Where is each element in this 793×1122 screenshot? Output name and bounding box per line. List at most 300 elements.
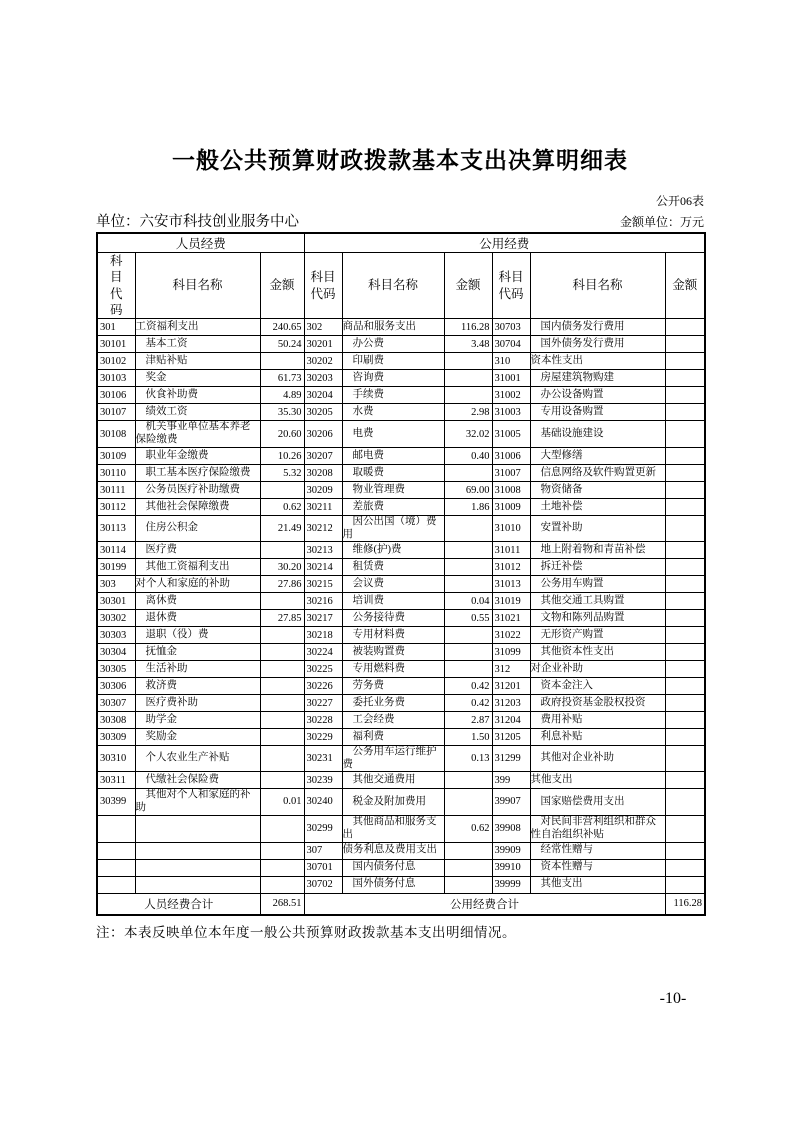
subject-name-cell: 退职（役）费: [135, 627, 260, 644]
subject-code-cell: 30204: [304, 387, 342, 404]
subject-code-cell: 31002: [492, 387, 530, 404]
subject-code-cell: 30202: [304, 353, 342, 370]
amount-cell: [665, 482, 705, 499]
subject-name-cell: 经常性赠与: [530, 842, 665, 859]
subject-name-cell: 其他对企业补助: [530, 746, 665, 772]
unit-name-label: 单位：六安市科技创业服务中心: [96, 214, 299, 230]
subject-name-cell: 国家赔偿费用支出: [530, 789, 665, 815]
subject-code-cell: 30224: [304, 644, 342, 661]
subject-code-cell: [97, 876, 135, 893]
amount-cell: [444, 644, 492, 661]
subject-name-cell: 办公费: [342, 336, 444, 353]
amount-cell: [665, 465, 705, 482]
subject-name-cell: 地上附着物和青苗补偿: [530, 542, 665, 559]
subject-code-cell: 302: [304, 319, 342, 336]
subject-code-cell: 310: [492, 353, 530, 370]
subject-code-cell: 39999: [492, 876, 530, 893]
subject-code-cell: 30304: [97, 644, 135, 661]
amount-cell: [260, 772, 304, 789]
amount-cell: [665, 370, 705, 387]
amount-cell: [444, 387, 492, 404]
amount-cell: [260, 593, 304, 610]
table-row: [97, 499, 705, 516]
amount-cell: [260, 842, 304, 859]
col-header-amount: 金额: [444, 253, 492, 319]
amount-cell: [665, 542, 705, 559]
subject-name-cell: 退休费: [135, 610, 260, 627]
amount-cell: 0.55: [444, 610, 492, 627]
subject-code-cell: 31299: [492, 746, 530, 772]
amount-cell: [444, 559, 492, 576]
amount-cell: 27.85: [260, 610, 304, 627]
subject-code-cell: 30215: [304, 576, 342, 593]
subject-code-cell: 30302: [97, 610, 135, 627]
subject-name-cell: 离休费: [135, 593, 260, 610]
subject-code-cell: 31022: [492, 627, 530, 644]
subject-code-cell: 31011: [492, 542, 530, 559]
table-row: [97, 593, 705, 610]
col-header-subject-code: 科目代码: [97, 253, 135, 319]
subject-name-cell: 其他支出: [530, 772, 665, 789]
table-row: [97, 559, 705, 576]
amount-cell: [444, 576, 492, 593]
subject-name-cell: 土地补偿: [530, 499, 665, 516]
subject-code-cell: 30703: [492, 319, 530, 336]
subject-name-cell: 电费: [342, 421, 444, 448]
subject-name-cell: 抚恤金: [135, 644, 260, 661]
subject-code-cell: 30310: [97, 746, 135, 772]
amount-cell: [260, 482, 304, 499]
amount-cell: 0.62: [444, 815, 492, 842]
amount-cell: [444, 876, 492, 893]
table-row: [97, 859, 705, 876]
subject-name-cell: 其他支出: [530, 876, 665, 893]
table-row: [97, 815, 705, 842]
subject-code-cell: 312: [492, 661, 530, 678]
subject-code-cell: 39907: [492, 789, 530, 815]
col-header-subject-name: 科目名称: [342, 253, 444, 319]
subject-code-cell: 30103: [97, 370, 135, 387]
subject-name-cell: 公务用车运行维护费: [342, 746, 444, 772]
amount-cell: [665, 336, 705, 353]
amount-cell: 0.62: [260, 499, 304, 516]
subject-code-cell: 30111: [97, 482, 135, 499]
subject-code-cell: 30112: [97, 499, 135, 516]
table-row: [97, 336, 705, 353]
subject-code-cell: 30106: [97, 387, 135, 404]
subject-name-cell: 咨询费: [342, 370, 444, 387]
table-row: [97, 370, 705, 387]
amount-cell: [665, 746, 705, 772]
subject-name-cell: 劳务费: [342, 678, 444, 695]
subject-code-cell: 30213: [304, 542, 342, 559]
subject-name-cell: 专用材料费: [342, 627, 444, 644]
subject-name-cell: [135, 859, 260, 876]
table-row: [97, 729, 705, 746]
amount-cell: [665, 695, 705, 712]
subject-code-cell: 30225: [304, 661, 342, 678]
amount-cell: [665, 789, 705, 815]
amount-cell: [260, 876, 304, 893]
subject-name-cell: 其他对个人和家庭的补助: [135, 789, 260, 815]
subject-name-cell: 绩效工资: [135, 404, 260, 421]
subject-name-cell: 委托业务费: [342, 695, 444, 712]
subject-name-cell: 住房公积金: [135, 516, 260, 542]
amount-cell: 50.24: [260, 336, 304, 353]
amount-cell: [665, 772, 705, 789]
amount-cell: 32.02: [444, 421, 492, 448]
subject-name-cell: 其他交通工具购置: [530, 593, 665, 610]
subject-name-cell: 商品和服务支出: [342, 319, 444, 336]
amount-cell: 1.86: [444, 499, 492, 516]
table-row: [97, 746, 705, 772]
amount-cell: [260, 729, 304, 746]
subject-name-cell: 因公出国（境）费用: [342, 516, 444, 542]
subject-code-cell: 31204: [492, 712, 530, 729]
subject-code-cell: 31099: [492, 644, 530, 661]
subject-name-cell: 取暖费: [342, 465, 444, 482]
subject-code-cell: 31205: [492, 729, 530, 746]
subject-name-cell: [135, 876, 260, 893]
subject-code-cell: 31008: [492, 482, 530, 499]
subject-name-cell: 伙食补助费: [135, 387, 260, 404]
subject-name-cell: 国外债务发行费用: [530, 336, 665, 353]
table-row: [97, 842, 705, 859]
subject-code-cell: 30110: [97, 465, 135, 482]
subject-name-cell: 物资储备: [530, 482, 665, 499]
col-header-subject-name: 科目名称: [135, 253, 260, 319]
subject-code-cell: 30102: [97, 353, 135, 370]
amount-cell: 0.42: [444, 678, 492, 695]
subject-name-cell: 奖励金: [135, 729, 260, 746]
subject-name-cell: 办公设备购置: [530, 387, 665, 404]
amount-cell: 4.89: [260, 387, 304, 404]
table-row: [97, 627, 705, 644]
form-number-label: 公开06表: [655, 194, 704, 208]
subject-code-cell: 30701: [304, 859, 342, 876]
subject-code-cell: 31010: [492, 516, 530, 542]
subject-name-cell: 医疗费: [135, 542, 260, 559]
subject-code-cell: 30704: [492, 336, 530, 353]
amount-cell: [444, 370, 492, 387]
subject-name-cell: 手续费: [342, 387, 444, 404]
subject-code-cell: 30306: [97, 678, 135, 695]
subject-code-cell: 30227: [304, 695, 342, 712]
subject-name-cell: 福利费: [342, 729, 444, 746]
subject-name-cell: 其他交通费用: [342, 772, 444, 789]
subject-name-cell: 培训费: [342, 593, 444, 610]
table-row: [97, 576, 705, 593]
subject-code-cell: 30299: [304, 815, 342, 842]
amount-cell: [260, 678, 304, 695]
subject-name-cell: 对民间非营利组织和群众性自治组织补贴: [530, 815, 665, 842]
amount-cell: 0.40: [444, 448, 492, 465]
amount-cell: [444, 465, 492, 482]
subject-code-cell: 30239: [304, 772, 342, 789]
table-row: [97, 404, 705, 421]
amount-cell: [665, 610, 705, 627]
public-total-amount: 116.28: [665, 893, 705, 915]
col-header-subject-name: 科目名称: [530, 253, 665, 319]
table-note: 注：本表反映单位本年度一般公共预算财政拨款基本支出明细情况。: [96, 925, 516, 941]
subject-name-cell: 信息网络及软件购置更新: [530, 465, 665, 482]
subject-code-cell: 30109: [97, 448, 135, 465]
subject-name-cell: 公务员医疗补助缴费: [135, 482, 260, 499]
subject-name-cell: 资本金注入: [530, 678, 665, 695]
col-header-amount: 金额: [665, 253, 705, 319]
subject-code-cell: 30107: [97, 404, 135, 421]
table-row: [97, 319, 705, 336]
amount-cell: [260, 644, 304, 661]
subject-code-cell: 31007: [492, 465, 530, 482]
subject-name-cell: 大型修缮: [530, 448, 665, 465]
group-header-row: [97, 233, 705, 253]
subject-code-cell: 30214: [304, 559, 342, 576]
subject-name-cell: 债务利息及费用支出: [342, 842, 444, 859]
subject-code-cell: 30307: [97, 695, 135, 712]
subject-name-cell: 助学金: [135, 712, 260, 729]
subject-code-cell: 30114: [97, 542, 135, 559]
subject-code-cell: 39908: [492, 815, 530, 842]
amount-cell: [260, 627, 304, 644]
subject-name-cell: 国内债务付息: [342, 859, 444, 876]
table-row: [97, 353, 705, 370]
subject-code-cell: 39909: [492, 842, 530, 859]
subject-code-cell: 31019: [492, 593, 530, 610]
subject-code-cell: 30205: [304, 404, 342, 421]
amount-cell: [444, 627, 492, 644]
col-header-subject-code: 科目代码: [304, 253, 342, 319]
subject-name-cell: 文物和陈列品购置: [530, 610, 665, 627]
table-row: [97, 695, 705, 712]
subject-code-cell: 30199: [97, 559, 135, 576]
subject-name-cell: 对个人和家庭的补助: [135, 576, 260, 593]
subject-code-cell: 30209: [304, 482, 342, 499]
amount-cell: 20.60: [260, 421, 304, 448]
subject-name-cell: 税金及附加费用: [342, 789, 444, 815]
unit-info-row: [96, 210, 704, 231]
subject-name-cell: 拆迁补偿: [530, 559, 665, 576]
subject-name-cell: 租赁费: [342, 559, 444, 576]
table-row: [97, 516, 705, 542]
subject-code-cell: 30226: [304, 678, 342, 695]
subject-name-cell: 水费: [342, 404, 444, 421]
amount-cell: [444, 789, 492, 815]
amount-cell: 35.30: [260, 404, 304, 421]
subject-code-cell: 31006: [492, 448, 530, 465]
amount-cell: [260, 746, 304, 772]
subject-code-cell: [97, 815, 135, 842]
amount-cell: 2.98: [444, 404, 492, 421]
table-row: [97, 387, 705, 404]
subject-name-cell: 机关事业单位基本养老保险缴费: [135, 421, 260, 448]
amount-cell: [665, 712, 705, 729]
amount-cell: [444, 542, 492, 559]
amount-cell: 0.42: [444, 695, 492, 712]
amount-cell: [665, 859, 705, 876]
subject-name-cell: 基本工资: [135, 336, 260, 353]
amount-cell: 27.86: [260, 576, 304, 593]
table-row: [97, 448, 705, 465]
subject-name-cell: 医疗费补助: [135, 695, 260, 712]
subject-code-cell: [97, 842, 135, 859]
subject-code-cell: 30301: [97, 593, 135, 610]
subject-code-cell: 31013: [492, 576, 530, 593]
subject-name-cell: 邮电费: [342, 448, 444, 465]
subject-name-cell: 安置补助: [530, 516, 665, 542]
subject-name-cell: 其他资本性支出: [530, 644, 665, 661]
subject-code-cell: 30218: [304, 627, 342, 644]
subject-name-cell: [135, 842, 260, 859]
subject-name-cell: 无形资产购置: [530, 627, 665, 644]
group-header-public: 公用经费: [304, 233, 705, 253]
subject-name-cell: 救济费: [135, 678, 260, 695]
amount-cell: [665, 499, 705, 516]
group-header-personnel: 人员经费: [97, 233, 304, 253]
subject-code-cell: 30101: [97, 336, 135, 353]
amount-cell: [665, 661, 705, 678]
subject-name-cell: 物业管理费: [342, 482, 444, 499]
page-number: -10-: [659, 990, 687, 1007]
amount-cell: 5.32: [260, 465, 304, 482]
subject-name-cell: 工会经费: [342, 712, 444, 729]
amount-cell: 116.28: [444, 319, 492, 336]
table-row: [97, 542, 705, 559]
column-header-row: [97, 253, 705, 319]
subject-code-cell: 30208: [304, 465, 342, 482]
subject-code-cell: 30309: [97, 729, 135, 746]
subject-code-cell: 31003: [492, 404, 530, 421]
amount-cell: [260, 542, 304, 559]
subject-code-cell: 31005: [492, 421, 530, 448]
amount-cell: 30.20: [260, 559, 304, 576]
subject-code-cell: 30399: [97, 789, 135, 815]
subject-code-cell: 30311: [97, 772, 135, 789]
subject-code-cell: 31009: [492, 499, 530, 516]
table-row: [97, 482, 705, 499]
amount-cell: [665, 353, 705, 370]
subject-code-cell: 307: [304, 842, 342, 859]
amount-cell: [665, 815, 705, 842]
subject-code-cell: 30108: [97, 421, 135, 448]
subject-name-cell: 公务用车购置: [530, 576, 665, 593]
subject-name-cell: [135, 815, 260, 842]
subject-name-cell: 差旅费: [342, 499, 444, 516]
totals-row: [97, 893, 705, 915]
amount-unit-label: 金额单位：万元: [619, 215, 704, 229]
subject-code-cell: 31012: [492, 559, 530, 576]
amount-cell: [260, 661, 304, 678]
subject-code-cell: 30211: [304, 499, 342, 516]
amount-cell: [665, 559, 705, 576]
amount-cell: [665, 842, 705, 859]
amount-cell: 21.49: [260, 516, 304, 542]
amount-cell: 0.13: [444, 746, 492, 772]
amount-cell: 69.00: [444, 482, 492, 499]
amount-cell: [665, 448, 705, 465]
amount-cell: [444, 661, 492, 678]
amount-cell: [665, 678, 705, 695]
subject-name-cell: 代缴社会保险费: [135, 772, 260, 789]
table-row: [97, 678, 705, 695]
subject-name-cell: 对企业补助: [530, 661, 665, 678]
subject-name-cell: 职工基本医疗保险缴费: [135, 465, 260, 482]
subject-code-cell: 30228: [304, 712, 342, 729]
amount-cell: 1.50: [444, 729, 492, 746]
amount-cell: [665, 516, 705, 542]
amount-cell: [444, 842, 492, 859]
subject-code-cell: 30201: [304, 336, 342, 353]
amount-cell: [444, 859, 492, 876]
subject-code-cell: 30702: [304, 876, 342, 893]
amount-cell: [444, 353, 492, 370]
table-row: [97, 789, 705, 815]
amount-cell: 0.01: [260, 789, 304, 815]
subject-code-cell: 30308: [97, 712, 135, 729]
subject-name-cell: 费用补贴: [530, 712, 665, 729]
subject-code-cell: 30217: [304, 610, 342, 627]
subject-name-cell: 其他工资福利支出: [135, 559, 260, 576]
amount-cell: [665, 627, 705, 644]
subject-name-cell: 专用设备购置: [530, 404, 665, 421]
document-content: [96, 142, 704, 941]
subject-name-cell: 被装购置费: [342, 644, 444, 661]
amount-cell: [260, 353, 304, 370]
subject-code-cell: 30231: [304, 746, 342, 772]
amount-cell: [665, 576, 705, 593]
amount-cell: [665, 876, 705, 893]
subject-name-cell: 印刷费: [342, 353, 444, 370]
amount-cell: [260, 815, 304, 842]
amount-cell: 3.48: [444, 336, 492, 353]
table-row: [97, 421, 705, 448]
amount-cell: [665, 644, 705, 661]
amount-cell: [260, 712, 304, 729]
subject-code-cell: 30305: [97, 661, 135, 678]
personnel-total-label: 人员经费合计: [97, 893, 260, 915]
table-row: [97, 661, 705, 678]
col-header-subject-code: 科目代码: [492, 253, 530, 319]
subject-code-cell: 30203: [304, 370, 342, 387]
amount-cell: [260, 859, 304, 876]
subject-name-cell: 利息补贴: [530, 729, 665, 746]
amount-cell: [665, 387, 705, 404]
amount-cell: 240.65: [260, 319, 304, 336]
subject-name-cell: 个人农业生产补贴: [135, 746, 260, 772]
subject-name-cell: 基础设施建设: [530, 421, 665, 448]
subject-name-cell: 维修(护)费: [342, 542, 444, 559]
subject-code-cell: 31201: [492, 678, 530, 695]
subject-code-cell: 30303: [97, 627, 135, 644]
amount-cell: [665, 729, 705, 746]
amount-cell: 0.04: [444, 593, 492, 610]
subject-name-cell: 国内债务发行费用: [530, 319, 665, 336]
amount-cell: [665, 593, 705, 610]
subject-code-cell: 39910: [492, 859, 530, 876]
subject-name-cell: 房屋建筑物购建: [530, 370, 665, 387]
subject-name-cell: 其他商品和服务支出: [342, 815, 444, 842]
subject-name-cell: 其他社会保障缴费: [135, 499, 260, 516]
subject-name-cell: 工资福利支出: [135, 319, 260, 336]
table-row: [97, 712, 705, 729]
amount-cell: 10.26: [260, 448, 304, 465]
subject-code-cell: 31001: [492, 370, 530, 387]
table-row: [97, 610, 705, 627]
public-total-label: 公用经费合计: [304, 893, 665, 915]
amount-cell: 61.73: [260, 370, 304, 387]
subject-name-cell: 会议费: [342, 576, 444, 593]
col-header-amount: 金额: [260, 253, 304, 319]
